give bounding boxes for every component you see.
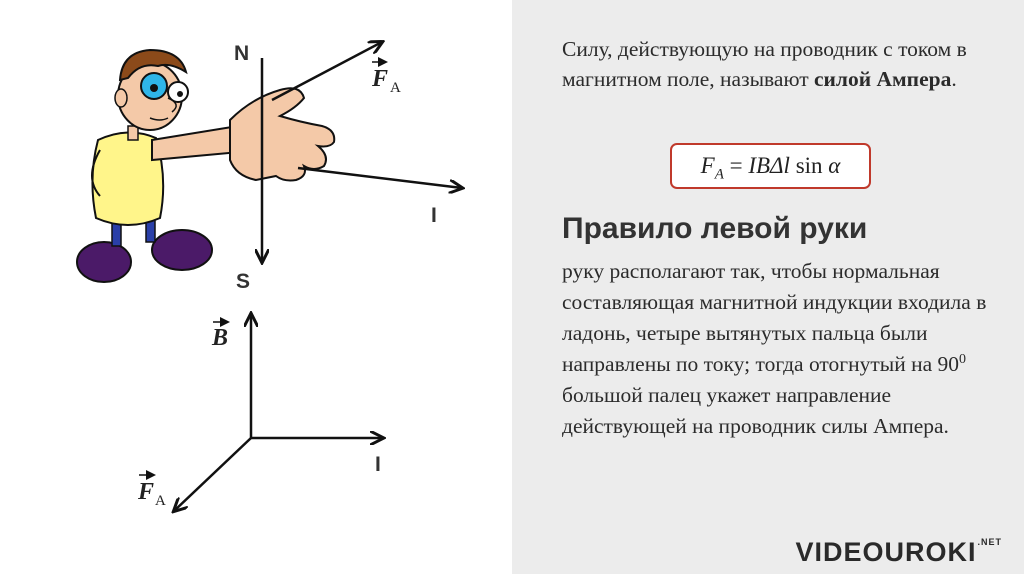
- force-symbol-top: F: [372, 66, 389, 92]
- north-label: N: [234, 42, 250, 65]
- intro-text: Силу, действующую на проводник с током в магнитном поле, называют: [562, 37, 967, 91]
- south-label: S: [236, 270, 251, 293]
- force-arrow-bottom: [174, 438, 251, 511]
- current-label-bottom: I: [375, 453, 381, 476]
- neck: [128, 126, 138, 140]
- formula-equals: =: [723, 153, 749, 178]
- rule-text: руку располагают так, чтобы нормальная составляющая магнитной индукции входила в ладонь, четыре вытянутых пальца были направлены по току; тогда отогнутый на 90: [562, 259, 987, 376]
- logo-suffix: .NET: [977, 537, 1002, 547]
- intro-period: .: [951, 67, 957, 91]
- force-label-bottom: [137, 475, 166, 509]
- hand: [230, 88, 334, 180]
- intro-paragraph: [562, 34, 992, 94]
- formula-sin: sin: [789, 153, 823, 178]
- degree-superscript: 0: [959, 351, 966, 367]
- formula-lhs: F: [700, 153, 715, 178]
- left-shoe: [77, 242, 131, 282]
- videouroki-logo: [795, 537, 1002, 568]
- b-vector-label: [211, 322, 228, 351]
- extended-arm: [152, 126, 240, 160]
- second-pupil: [177, 91, 183, 97]
- formula-lhs-subscript: A: [714, 166, 724, 183]
- force-arrow-top: [272, 42, 382, 100]
- force-symbol-bottom: F: [138, 479, 155, 505]
- rule-description: [562, 256, 992, 442]
- rule-title: Правило левой руки: [562, 212, 868, 245]
- formula-angle: α: [822, 153, 841, 178]
- logo-text: VIDEOUROKI: [795, 537, 977, 567]
- cartoon-character: [77, 50, 334, 282]
- force-subscript-bottom: A: [155, 493, 166, 509]
- formula-box: [670, 143, 871, 189]
- right-shoe: [152, 230, 212, 270]
- pupil: [150, 84, 158, 92]
- b-vector-symbol: B: [212, 325, 229, 351]
- rule-text-end: большой палец укажет направление действующей на проводник силы Ампера.: [562, 383, 949, 438]
- current-label-top: I: [431, 204, 437, 227]
- formula-rhs: IBΔl: [748, 153, 790, 178]
- ear: [115, 89, 127, 107]
- current-arrow-top: [298, 168, 462, 188]
- ampere-formula: [672, 145, 869, 187]
- force-label-top: [371, 62, 401, 96]
- force-subscript-top: A: [390, 80, 401, 96]
- ampere-force-term: силой Ампера: [814, 67, 952, 91]
- text-panel: [512, 0, 1024, 574]
